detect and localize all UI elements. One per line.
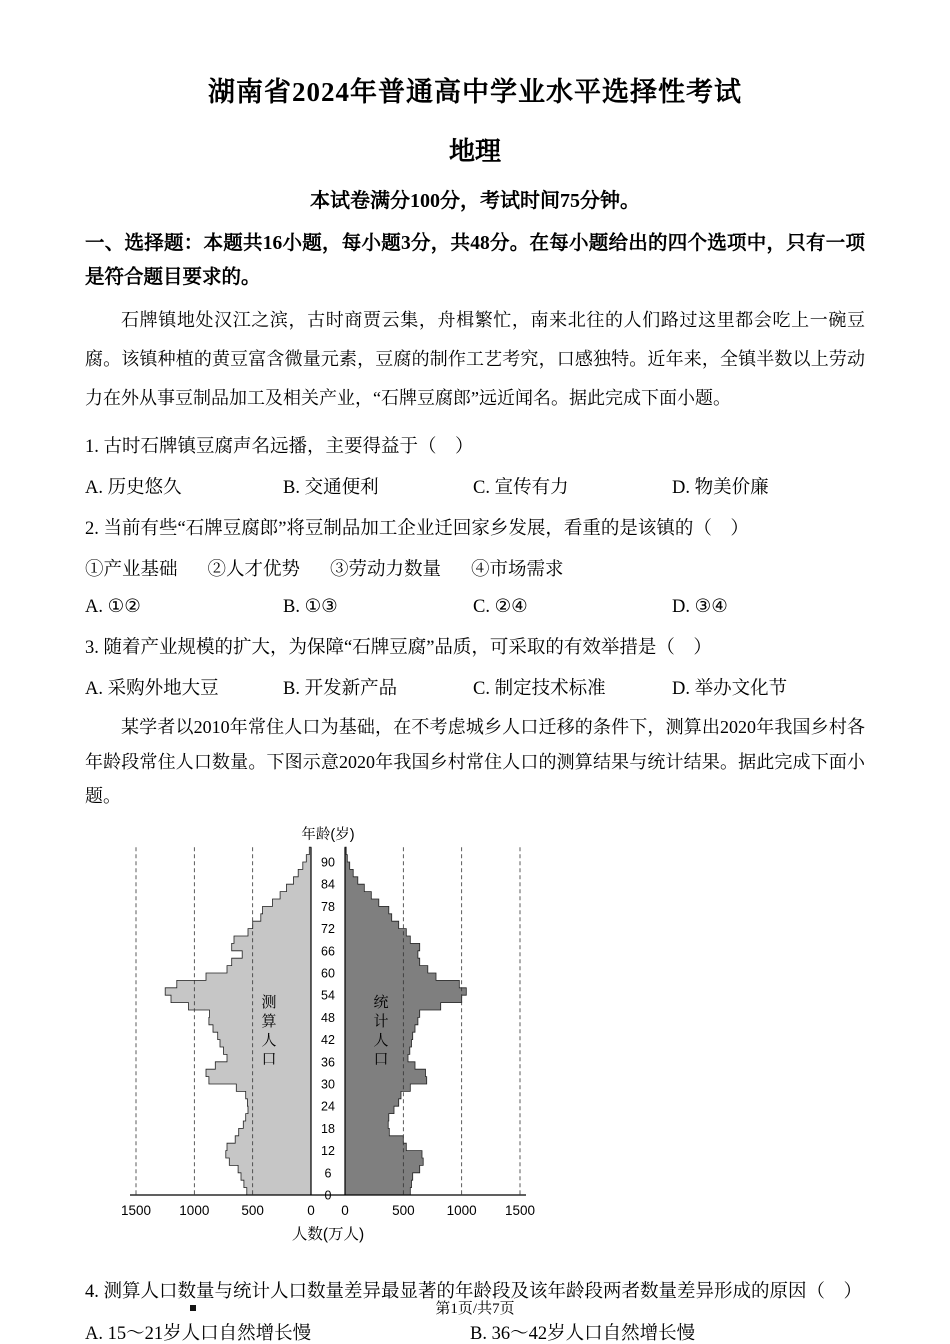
option-a: A. ①② (85, 597, 141, 618)
svg-text:6: 6 (324, 1166, 332, 1181)
option-a: A. 历史悠久 (85, 478, 182, 499)
svg-text:0: 0 (341, 1202, 349, 1218)
svg-text:48: 48 (321, 1010, 335, 1025)
passage-2: 某学者以2010年常住人口为基础，在不考虑城乡人口迁移的条件下，测算出2020年我国乡村各年龄段常住人口数量。下图示意2020年我国乡村常住人口的测算结果与统计结果。据此完成下面小题。 (85, 717, 865, 806)
option-c: C. ②④ (473, 597, 528, 618)
option-c: C. 宣传有力 (473, 478, 569, 499)
option-c: C. 制定技术标准 (473, 679, 606, 700)
option-b: B. 开发新产品 (283, 679, 398, 700)
page-footer: 第1页/共7页 (435, 1301, 515, 1317)
svg-text:1500: 1500 (120, 1202, 152, 1218)
option-a: A. 15～21岁人口自然增长慢 (85, 1323, 312, 1344)
option-d: D. ③④ (672, 597, 728, 618)
svg-text:500: 500 (392, 1202, 415, 1218)
svg-text:42: 42 (321, 1032, 335, 1047)
option-b: B. 36～42岁人口自然增长慢 (470, 1323, 696, 1344)
population-pyramid-chart (89, 825, 549, 1262)
svg-text:66: 66 (321, 944, 335, 959)
numbered-item-1: ①产业基础 (85, 560, 178, 581)
question-2-numbered-items (85, 555, 865, 581)
population-pyramid-svg (89, 825, 549, 1257)
option-b: B. ①③ (283, 597, 338, 618)
svg-text:36: 36 (321, 1055, 335, 1070)
option-b: B. 交通便利 (283, 478, 379, 499)
exam-info-line: 本试卷满分100分，考试时间75分钟。 (310, 190, 640, 212)
svg-text:1500: 1500 (504, 1202, 536, 1218)
question-2-stem: 2. 当前有些“石牌豆腐郎”将豆制品加工企业迁回家乡发展，看重的是该镇的（ ） (85, 519, 749, 540)
svg-text:84: 84 (321, 877, 335, 892)
svg-text:72: 72 (321, 921, 335, 936)
option-d: D. 举办文化节 (672, 679, 788, 700)
option-a: A. 采购外地大豆 (85, 679, 219, 700)
svg-text:0: 0 (324, 1188, 332, 1203)
question-4-options (85, 1319, 865, 1344)
svg-text:年龄(岁): 年龄(岁) (301, 826, 355, 843)
question-3-stem: 3. 随着产业规模的扩大，为保障“石牌豆腐”品质，可采取的有效举措是（ ） (85, 638, 712, 659)
svg-text:人数(万人): 人数(万人) (291, 1225, 365, 1243)
svg-text:1000: 1000 (179, 1202, 210, 1218)
option-d: D. 物美价廉 (672, 478, 769, 499)
subject-title: 地理 (448, 137, 501, 166)
svg-text:0: 0 (307, 1202, 315, 1218)
svg-text:18: 18 (321, 1121, 335, 1136)
section-1-header: 一、选择题：本题共16小题，每小题3分，共48分。在每小题给出的四个选项中，只有一项是符合题目要求的。 (85, 233, 865, 289)
svg-text:54: 54 (321, 988, 335, 1003)
svg-text:78: 78 (321, 899, 335, 914)
question-1-options (85, 473, 865, 499)
svg-text:1000: 1000 (446, 1202, 477, 1218)
question-1-stem: 1. 古时石牌镇豆腐声名远播，主要得益于（ ） (85, 437, 474, 458)
svg-text:12: 12 (321, 1143, 335, 1158)
svg-text:测算人口: 测算人口 (261, 993, 277, 1068)
question-4-stem: 4. 测算人口数量与统计人口数量差异最显著的年龄段及该年龄段两者数量差异形成的原因（ ） (85, 1281, 863, 1302)
svg-text:500: 500 (241, 1202, 264, 1218)
svg-text:24: 24 (321, 1099, 335, 1114)
svg-text:30: 30 (321, 1077, 335, 1092)
svg-text:90: 90 (321, 855, 335, 870)
question-3-options (85, 674, 865, 700)
numbered-item-2: ②人才优势 (207, 560, 301, 581)
svg-text:60: 60 (321, 966, 335, 981)
page-title: 湖南省2024年普通高中学业水平选择性考试 (208, 77, 742, 107)
passage-1: 石牌镇地处汉江之滨，古时商贾云集，舟楫繁忙，南来北往的人们路过这里都会吃上一碗豆腐。该镇种植的黄豆富含微量元素，豆腐的制作工艺考究，口感独特。近年来，全镇半数以上劳动力在外从事豆制品加工及相关产业，“石牌豆腐郎”远近闻名。据此完成下面小题。 (85, 310, 865, 408)
question-2-options (85, 596, 865, 618)
numbered-item-3: ③劳动力数量 (330, 560, 442, 581)
numbered-item-4: ④市场需求 (471, 560, 564, 581)
svg-text:统计人口: 统计人口 (373, 993, 389, 1068)
